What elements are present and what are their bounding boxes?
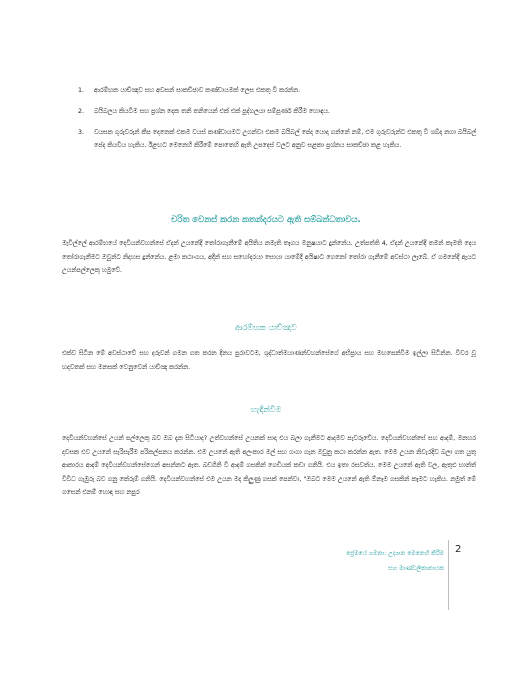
- list-item: [78, 126, 478, 152]
- list-item-text: වයසක ගුරුවරුන් කීප දෙනෙක් එකම වයස් කණ්ඩායමට උගන්වා එකම බයිබල් පේද යොදා ගන්නේ නම්, එම ගුරුවරුන්ට එකතු වී ශබ්ද නගා බයිබල් පේද කියවිය හැකිය. ඊළඟට මෙනෙහි කිරීමේ පොතෙහි ඇති උපදෙස් වලට අනුව සළකා ප්‍රශ්නය සාකච්ඡා කළ හැකිය.: [94, 129, 477, 149]
- list-item: [78, 105, 478, 118]
- section-heading-story-connection: චරිත වෙනස් කරන කතන්දරයට ඇති සම්බන්ධතාවය.: [171, 215, 361, 225]
- list-item-number: 1.: [78, 87, 85, 94]
- footer-title-line1: ප්‍රේමයේ ගමනා: උද්‍යාන මෙනෙහි කිරීම: [346, 550, 444, 557]
- list-item-text: බයිබලය කියවීම සහ ප්‍රශ්න දෙක තනි තනියෙන් එක් එක් පුද්ගලයා සම්පූර්ණ කිරීම හොඳය.: [94, 108, 330, 115]
- list-item-text: ආරම්භක යාච්ඤාව සහ අවසන් සාකච්ඡාව කණ්ඩායමක් ලෙස එකතු වී කරන්න.: [94, 87, 301, 94]
- page-number: 2: [455, 544, 462, 555]
- section-heading-opening-prayer: ආරම්භක යාච්ඤාව: [235, 323, 297, 332]
- footer-divider: [448, 540, 449, 610]
- list-item: [78, 84, 478, 97]
- section-heading-introduction: හැඳින්වීම: [250, 405, 282, 414]
- footer-title-line2: සහ මාණ්ඩලිකානායක: [388, 565, 444, 572]
- instruction-list: [78, 84, 478, 160]
- section-body-story-connection: මැවිල්ලේ ආරම්භයේ දෙවියන්වහන්සේ ඒදන් උයනේදී තෝරාගැනීමේ අයිතිය නමැති තෑගය මනුෂයාට දුන්නේය. උත්පත්ති 4, ඒදන් උයනේදී තමන් කැමති දෙය තෝරාගැනීමට ඔවුන්ට නිදහස දුන්නේය. ළමා කථාංගය, අදීන් සහ සහෝදරයා සොයා යාමේදී අයිෂාට ගෙනෝ තෝරා ගැනීමේ අවස්ථා ලැබේ. ඒ ගමනේදී ඇයට උයන්පල්ලෙකු හමුවේ.: [62, 240, 476, 275]
- page-footer: [346, 546, 444, 576]
- section-body-opening-prayer: එක්ව සිටින මේ අවස්ථාවේ සහ දරුවන් ගමන ගත කරන දිනය පුරාවටම, ශුද්ධාත්මයාණන්වහන්සේගේ අභිප්‍රාය සහ මඟපෙන්වීම ඉල්ලා සිටින්න. විවර වූ හදවතක් සහ මනසක් වෙනුවෙන් යාච්ඤා කරන්න.: [62, 350, 476, 371]
- section-body-introduction: දෙවියන්වහන්සේ උයන් පල්ලෙකු බව ඔබ දැන සිටියාද? උත්වහන්සේ උයනක් සාදා එය බලා ගැනීමට ආදමව පැවරුවේය. දෙවියන්වහන්සේ සහ ආදම්, මනහර දවසක එව උයනේ සැරිසැරීම පරිකල්පනය කරන්න. එම උයනේ ඇති අලංකාර මල් සහ ගංගා ගැන ඔවුනු කථා කරන්න ඇත. මෙම උයන නිවැරදිව බලා ගත යුතු ආකාරය ආදම් දෙවියන්වහන්සේගෙන් අසන්නට ඇත. බඩගිනි වී ආදම් ගසකින් ගෙඩියක් කඩා ගනියි. එය ඉතා රසවත්ය. මෙම උයනේ ඇති වල, ඇතුළු භාන්ත් විවිධ ගැඹුරු බව ගනු කේරුම් ගනියි. දෙවියන්වහන්සේ එම උයන මද කිලුණු ගසක් පෙන්වා, "ඔබට මෙම උයනේ ඇති ඕනෑම ගසකින් කෑමට හැකිය. නමුත් මේ ගසෙන් එනම් හොඳ සහ නපුර: [62, 435, 476, 497]
- list-item-number: 3.: [78, 129, 85, 136]
- list-item-number: 2.: [78, 108, 85, 115]
